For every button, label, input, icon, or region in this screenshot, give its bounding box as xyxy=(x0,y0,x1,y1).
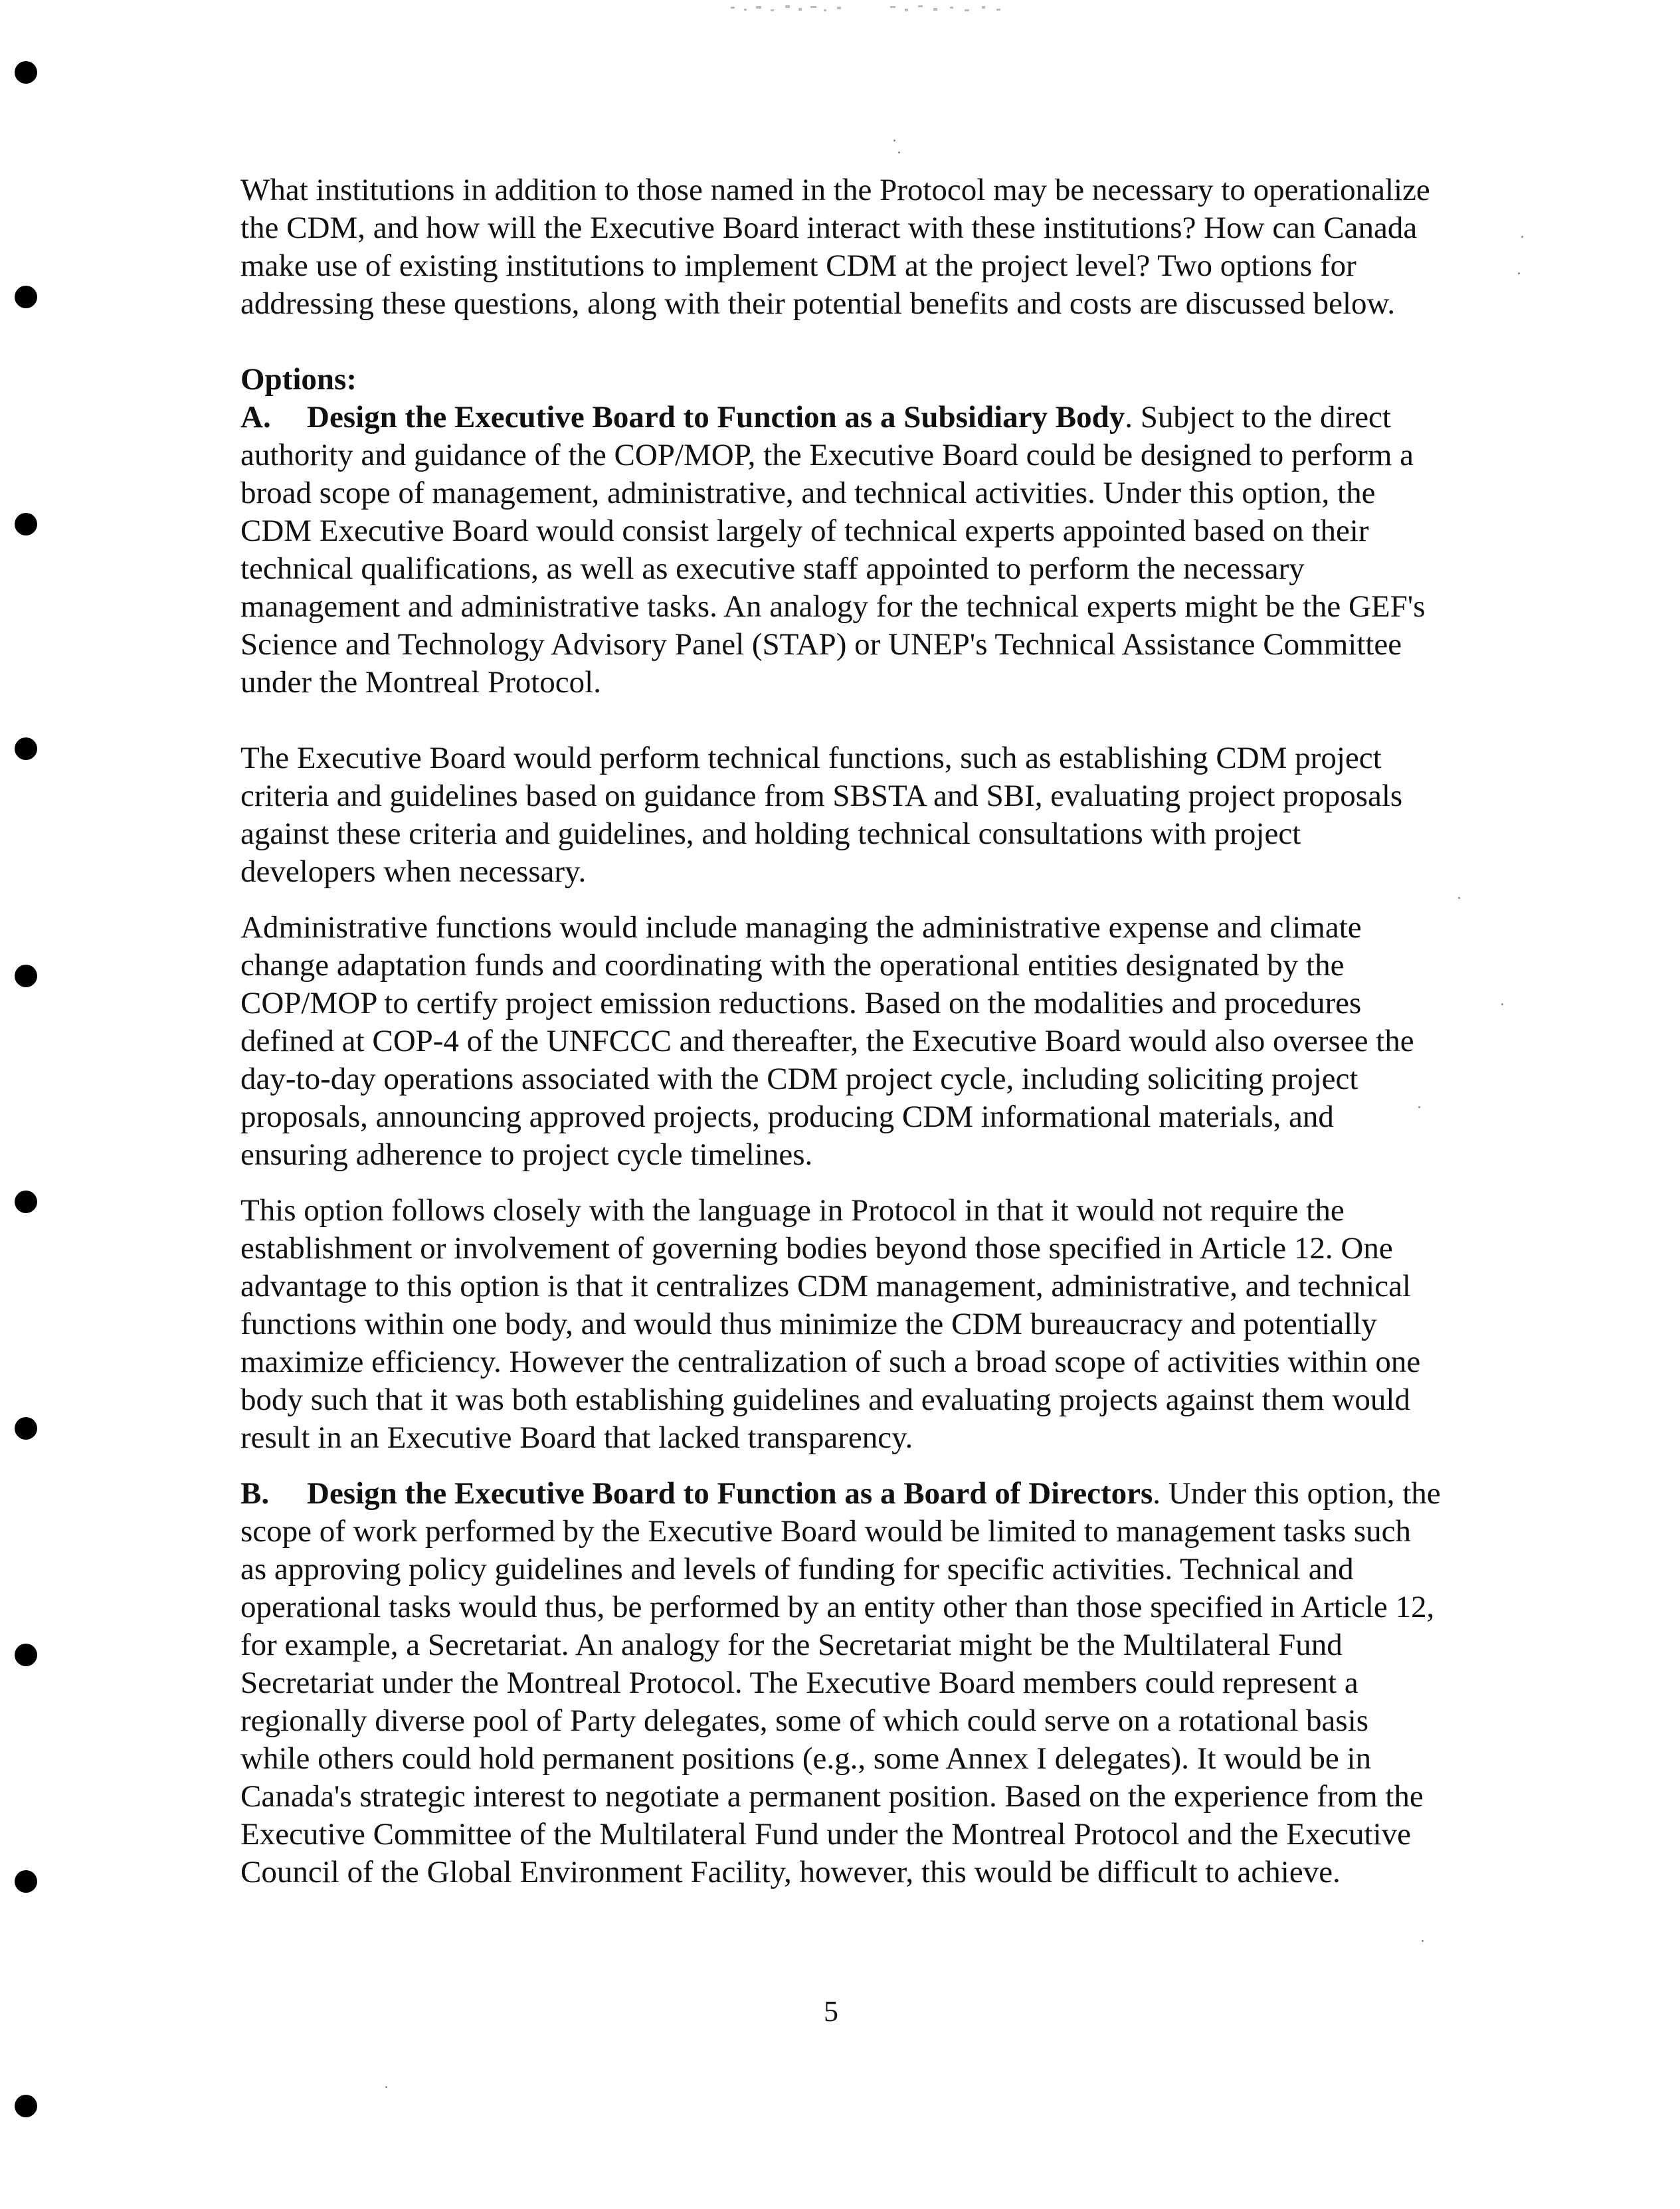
option-b-title: Design the Executive Board to Function as a Board of Directors xyxy=(307,1476,1153,1511)
scan-speck xyxy=(1521,236,1523,238)
scan-noise xyxy=(724,3,1043,17)
intro-paragraph: What institutions in addition to those named in the Protocol may be necessary to operationalize the CDM, and how will the Executive Board interact with these institutions? How can Canada make use of existing institutions to implement CDM at the project level? Two options for addressing these questions, along with their potential benefits and costs are discussed below. xyxy=(240,173,1430,321)
scan-speck xyxy=(898,151,900,153)
option-a-title: Design the Executive Board to Function as a Subsidiary Body xyxy=(307,400,1125,434)
scan-speck xyxy=(1518,272,1520,274)
binder-hole xyxy=(15,286,37,308)
page-number: 5 xyxy=(824,1995,838,2028)
binder-hole xyxy=(15,61,37,84)
binder-hole xyxy=(15,2095,37,2117)
option-a-letter: A. xyxy=(240,400,271,434)
scan-speck xyxy=(385,2086,387,2088)
binder-hole xyxy=(15,737,37,760)
option-a-administrative-paragraph: Administrative functions would include managing the administrative expense and climate change adaptation funds and coordinating with the operational entities designated by the COP/MOP to certify project emission reductions. Based on the modalities and procedures defined at COP-4 of the UNFCCC and thereafter, the Executive Board would also oversee the day-to-day operations associated with the CDM project cycle, including soliciting project proposals, announcing approved projects, producing CDM informational materials, and ensuring adherence to project cycle timelines. xyxy=(240,910,1414,1172)
binder-hole xyxy=(15,965,37,987)
binder-hole xyxy=(15,1870,37,1893)
option-b-text: . Under this option, the scope of work performed by the Executive Board would be limited to management tasks such as approving policy guidelines and levels of funding for specific activities. Technical and operational tasks would thus, be performed by an entity other than those specified in Article 12, for example, a Secretariat. An analogy for the Secretariat might be the Multilateral Fund Secretariat under the Montreal Protocol. The Executive Board members could represent a regionally diverse pool of Party delegates, some of which could serve on a rotational basis while others could hold permanent positions (e.g., some Annex I delegates). It would be in Canada's strategic interest to negotiate a permanent position. Based on the experience from the Executive Committee of the Multilateral Fund under the Montreal Protocol and the Executive Council of the Global Environment Facility, however, this would be difficult to achieve. xyxy=(240,1476,1441,1889)
scan-speck xyxy=(893,140,895,142)
option-a-technical-paragraph: The Executive Board would perform technical functions, such as establishing CDM project criteria and guidelines based on guidance from SBSTA and SBI, evaluating project proposals against these criteria and guidelines, and holding technical consultations with project developers when necessary. xyxy=(240,741,1403,889)
options-heading: Options: xyxy=(240,362,357,397)
scan-speck xyxy=(1458,897,1460,899)
option-b-letter: B. xyxy=(240,1476,270,1511)
document-body xyxy=(240,171,1443,1891)
scan-speck xyxy=(1422,1940,1424,1942)
binder-hole xyxy=(15,1191,37,1213)
option-b-paragraph xyxy=(240,1475,1443,1891)
binder-hole xyxy=(15,513,37,535)
option-a-text: . Subject to the direct authority and guidance of the COP/MOP, the Executive Board could be designed to perform a broad scope of management, administrative, and technical activities. Under this option, the CDM Executive Board would consist largely of technical experts appointed based on their technical qualifications, as well as executive staff appointed to perform the necessary management and administrative tasks. An analogy for the technical experts might be the GEF's Science and Technology Advisory Panel (STAP) or UNEP's Technical Assistance Committee under the Montreal Protocol. xyxy=(240,400,1426,700)
option-a-paragraph xyxy=(240,399,1443,702)
binder-hole xyxy=(15,1644,37,1666)
binder-hole xyxy=(15,1417,37,1440)
scan-speck xyxy=(1501,1003,1503,1005)
option-a-assessment-paragraph: This option follows closely with the language in Protocol in that it would not require the establishment or involvement of governing bodies beyond those specified in Article 12. One advantage to this option is that it centralizes CDM management, administrative, and technical functions within one body, and would thus minimize the CDM bureaucracy and potentially maximize efficiency. However the centralization of such a broad scope of activities within one body such that it was both establishing guidelines and evaluating projects against them would result in an Executive Board that lacked transparency. xyxy=(240,1193,1421,1455)
